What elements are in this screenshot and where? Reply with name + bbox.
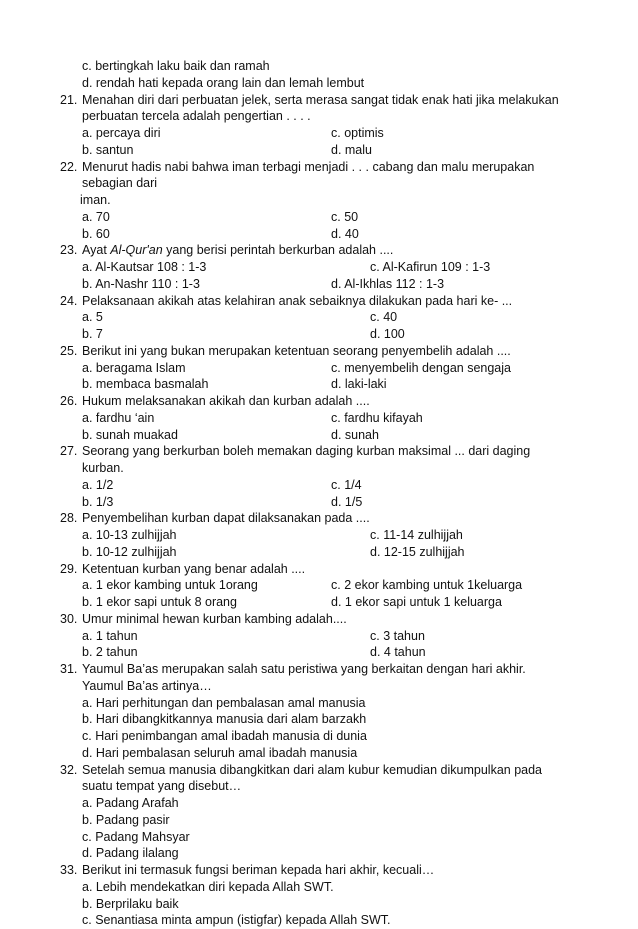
question-29-option-c: c. 2 ekor kambing untuk 1keluarga <box>331 578 523 593</box>
question-31-option-d: d. Hari pembalasan seluruh amal ibadah manusia <box>82 745 358 760</box>
question-27-option-b: b. 1/3 <box>82 494 114 509</box>
question-30-option-d: d. 4 tahun <box>370 645 426 660</box>
question-29-text: Ketentuan kurban yang benar adalah .... <box>82 561 306 576</box>
question-23-text-pre: Ayat <box>82 243 111 258</box>
question-29-option-d: d. 1 ekor sapi untuk 1 keluarga <box>331 595 502 609</box>
question-21-text-cont: perbuatan tercela adalah pengertian . . . . <box>82 109 311 124</box>
question-24-text: Pelaksanaan akikah atas kelahiran anak sebaiknya dilakukan pada hari ke- ... <box>82 293 513 308</box>
question-24-number: 24. <box>60 293 78 308</box>
question-22-option-d: d. 40 <box>331 226 359 241</box>
question-32-text: Setelah semua manusia dibangkitkan dari alam kubur kemudian dikumpulkan pada <box>82 762 542 777</box>
question-26-option-b: b. sunah muakad <box>82 427 178 442</box>
question-32-option-b: b. Padang pasir <box>82 812 170 827</box>
question-24-option-a: a. 5 <box>82 310 103 325</box>
question-32-number: 32. <box>60 762 78 777</box>
question-24-option-d: d. 100 <box>370 327 405 341</box>
question-25-option-a: a. beragama Islam <box>82 360 186 375</box>
question-25-text: Berikut ini yang bukan merupakan ketentuan seorang penyembelih adalah .... <box>82 343 511 358</box>
question-23-option-a: a. Al-Kautsar 108 : 1-3 <box>82 260 207 274</box>
question-25-option-b: b. membaca basmalah <box>82 377 209 392</box>
question-27-option-c: c. 1/4 <box>331 477 362 492</box>
question-21-option-d: d. malu <box>331 142 372 157</box>
question-25-option-c: c. menyembelih dengan sengaja <box>331 360 511 375</box>
question-21-option-c: c. optimis <box>331 126 384 140</box>
question-30-option-c: c. 3 tahun <box>370 628 425 643</box>
question-33-option-b: b. Berprilaku baik <box>82 896 179 911</box>
question-28-number: 28. <box>60 511 78 526</box>
question-27-number: 27. <box>60 444 78 459</box>
question-29-option-b: b. 1 ekor sapi untuk 8 orang <box>82 595 237 609</box>
question-23-number: 23. <box>60 243 78 258</box>
question-25-option-d: d. laki-laki <box>331 377 387 392</box>
question-31-option-b: b. Hari dibangkitkannya manusia dari alam barzakh <box>82 712 367 727</box>
question-32-option-a: a. Padang Arafah <box>82 796 179 810</box>
question-31-text-cont: Yaumul Ba’as artinya… <box>82 678 212 693</box>
question-28-option-a: a. 10-13 zulhijjah <box>82 528 177 542</box>
question-26-option-a: a. fardhu ‘ain <box>82 410 155 425</box>
question-22-text: Menurut hadis nabi bahwa iman terbagi menjadi . . . cabang dan malu merupakan <box>82 159 535 174</box>
question-33-text: Berikut ini termasuk fungsi beriman kepada hari akhir, kecuali… <box>82 863 435 877</box>
question-27-option-d: d. 1/5 <box>331 494 363 509</box>
question-23-text-italic: Al-Qur'an <box>110 243 163 258</box>
prev-option-d: d. rendah hati kepada orang lain dan lemah lembut <box>82 75 365 90</box>
question-26-number: 26. <box>60 394 78 408</box>
question-31-option-c: c. Hari penimbangan amal ibadah manusia di dunia <box>82 729 367 743</box>
question-23-text-post: yang berisi perintah berkurban adalah .... <box>162 243 394 258</box>
question-33-option-c: c. Senantiasa minta ampun (istigfar) kepada Allah SWT. <box>82 913 391 928</box>
question-24-option-b: b. 7 <box>82 327 103 341</box>
question-33-option-a: a. Lebih mendekatkan diri kepada Allah SWT. <box>82 879 334 894</box>
question-30-text: Umur minimal hewan kurban kambing adalah.... <box>82 611 347 626</box>
question-30-number: 30. <box>60 611 78 626</box>
question-26-text: Hukum melaksanakan akikah dan kurban adalah .... <box>82 394 370 408</box>
question-23-option-d: d. Al-Ikhlas 112 : 1-3 <box>331 276 445 291</box>
question-28-option-c: c. 11-14 zulhijjah <box>370 528 463 542</box>
question-28-text: Penyembelihan kurban dapat dilaksanakan pada .... <box>82 511 370 526</box>
question-23-option-b: b. An-Nashr 110 : 1-3 <box>82 276 200 291</box>
question-22-option-c: c. 50 <box>331 209 359 224</box>
question-22-text-cont: sebagian dari <box>82 176 158 191</box>
question-27-text-cont: kurban. <box>82 461 124 475</box>
question-24-option-c: c. 40 <box>370 310 398 325</box>
question-27-text: Seorang yang berkurban boleh memakan daging kurban maksimal ... dari daging <box>82 444 531 459</box>
question-26-option-c: c. fardhu kifayah <box>331 410 423 425</box>
question-21-option-b: b. santun <box>82 142 134 157</box>
question-29-number: 29. <box>60 561 78 576</box>
question-31-text: Yaumul Ba’as merupakan salah satu peristiwa yang berkaitan dengan hari akhir. <box>82 662 526 676</box>
question-28-option-d: d. 12-15 zulhijjah <box>370 544 465 559</box>
question-23-text <box>82 242 393 259</box>
question-32-option-c: c. Padang Mahsyar <box>82 829 190 844</box>
question-22-number: 22. <box>60 159 78 174</box>
question-30-option-a: a. 1 tahun <box>82 628 138 643</box>
question-32-option-d: d. Padang ilalang <box>82 846 179 861</box>
question-32-text-cont: suatu tempat yang disebut… <box>82 779 242 794</box>
question-27-option-a: a. 1/2 <box>82 477 114 492</box>
question-29-option-a: a. 1 ekor kambing untuk 1orang <box>82 578 258 593</box>
question-30-option-b: b. 2 tahun <box>82 645 138 660</box>
question-22-option-b: b. 60 <box>82 226 110 241</box>
question-21-number: 21. <box>60 92 78 107</box>
question-28-option-b: b. 10-12 zulhijjah <box>82 544 177 559</box>
question-22-option-a: a. 70 <box>82 209 110 224</box>
question-21-text: Menahan diri dari perbuatan jelek, serta merasa sangat tidak enak hati jika melakukan <box>82 92 559 107</box>
prev-option-c: c. bertingkah laku baik dan ramah <box>82 59 270 73</box>
question-23-option-c: c. Al-Kafirun 109 : 1-3 <box>370 260 491 274</box>
question-26-option-d: d. sunah <box>331 427 379 442</box>
question-31-number: 31. <box>60 662 78 676</box>
question-21-option-a: a. percaya diri <box>82 126 161 140</box>
question-33-number: 33. <box>60 863 78 877</box>
question-31-option-a: a. Hari perhitungan dan pembalasan amal manusia <box>82 695 366 710</box>
question-25-number: 25. <box>60 343 78 358</box>
question-22-text-cont2: iman. <box>80 193 111 207</box>
